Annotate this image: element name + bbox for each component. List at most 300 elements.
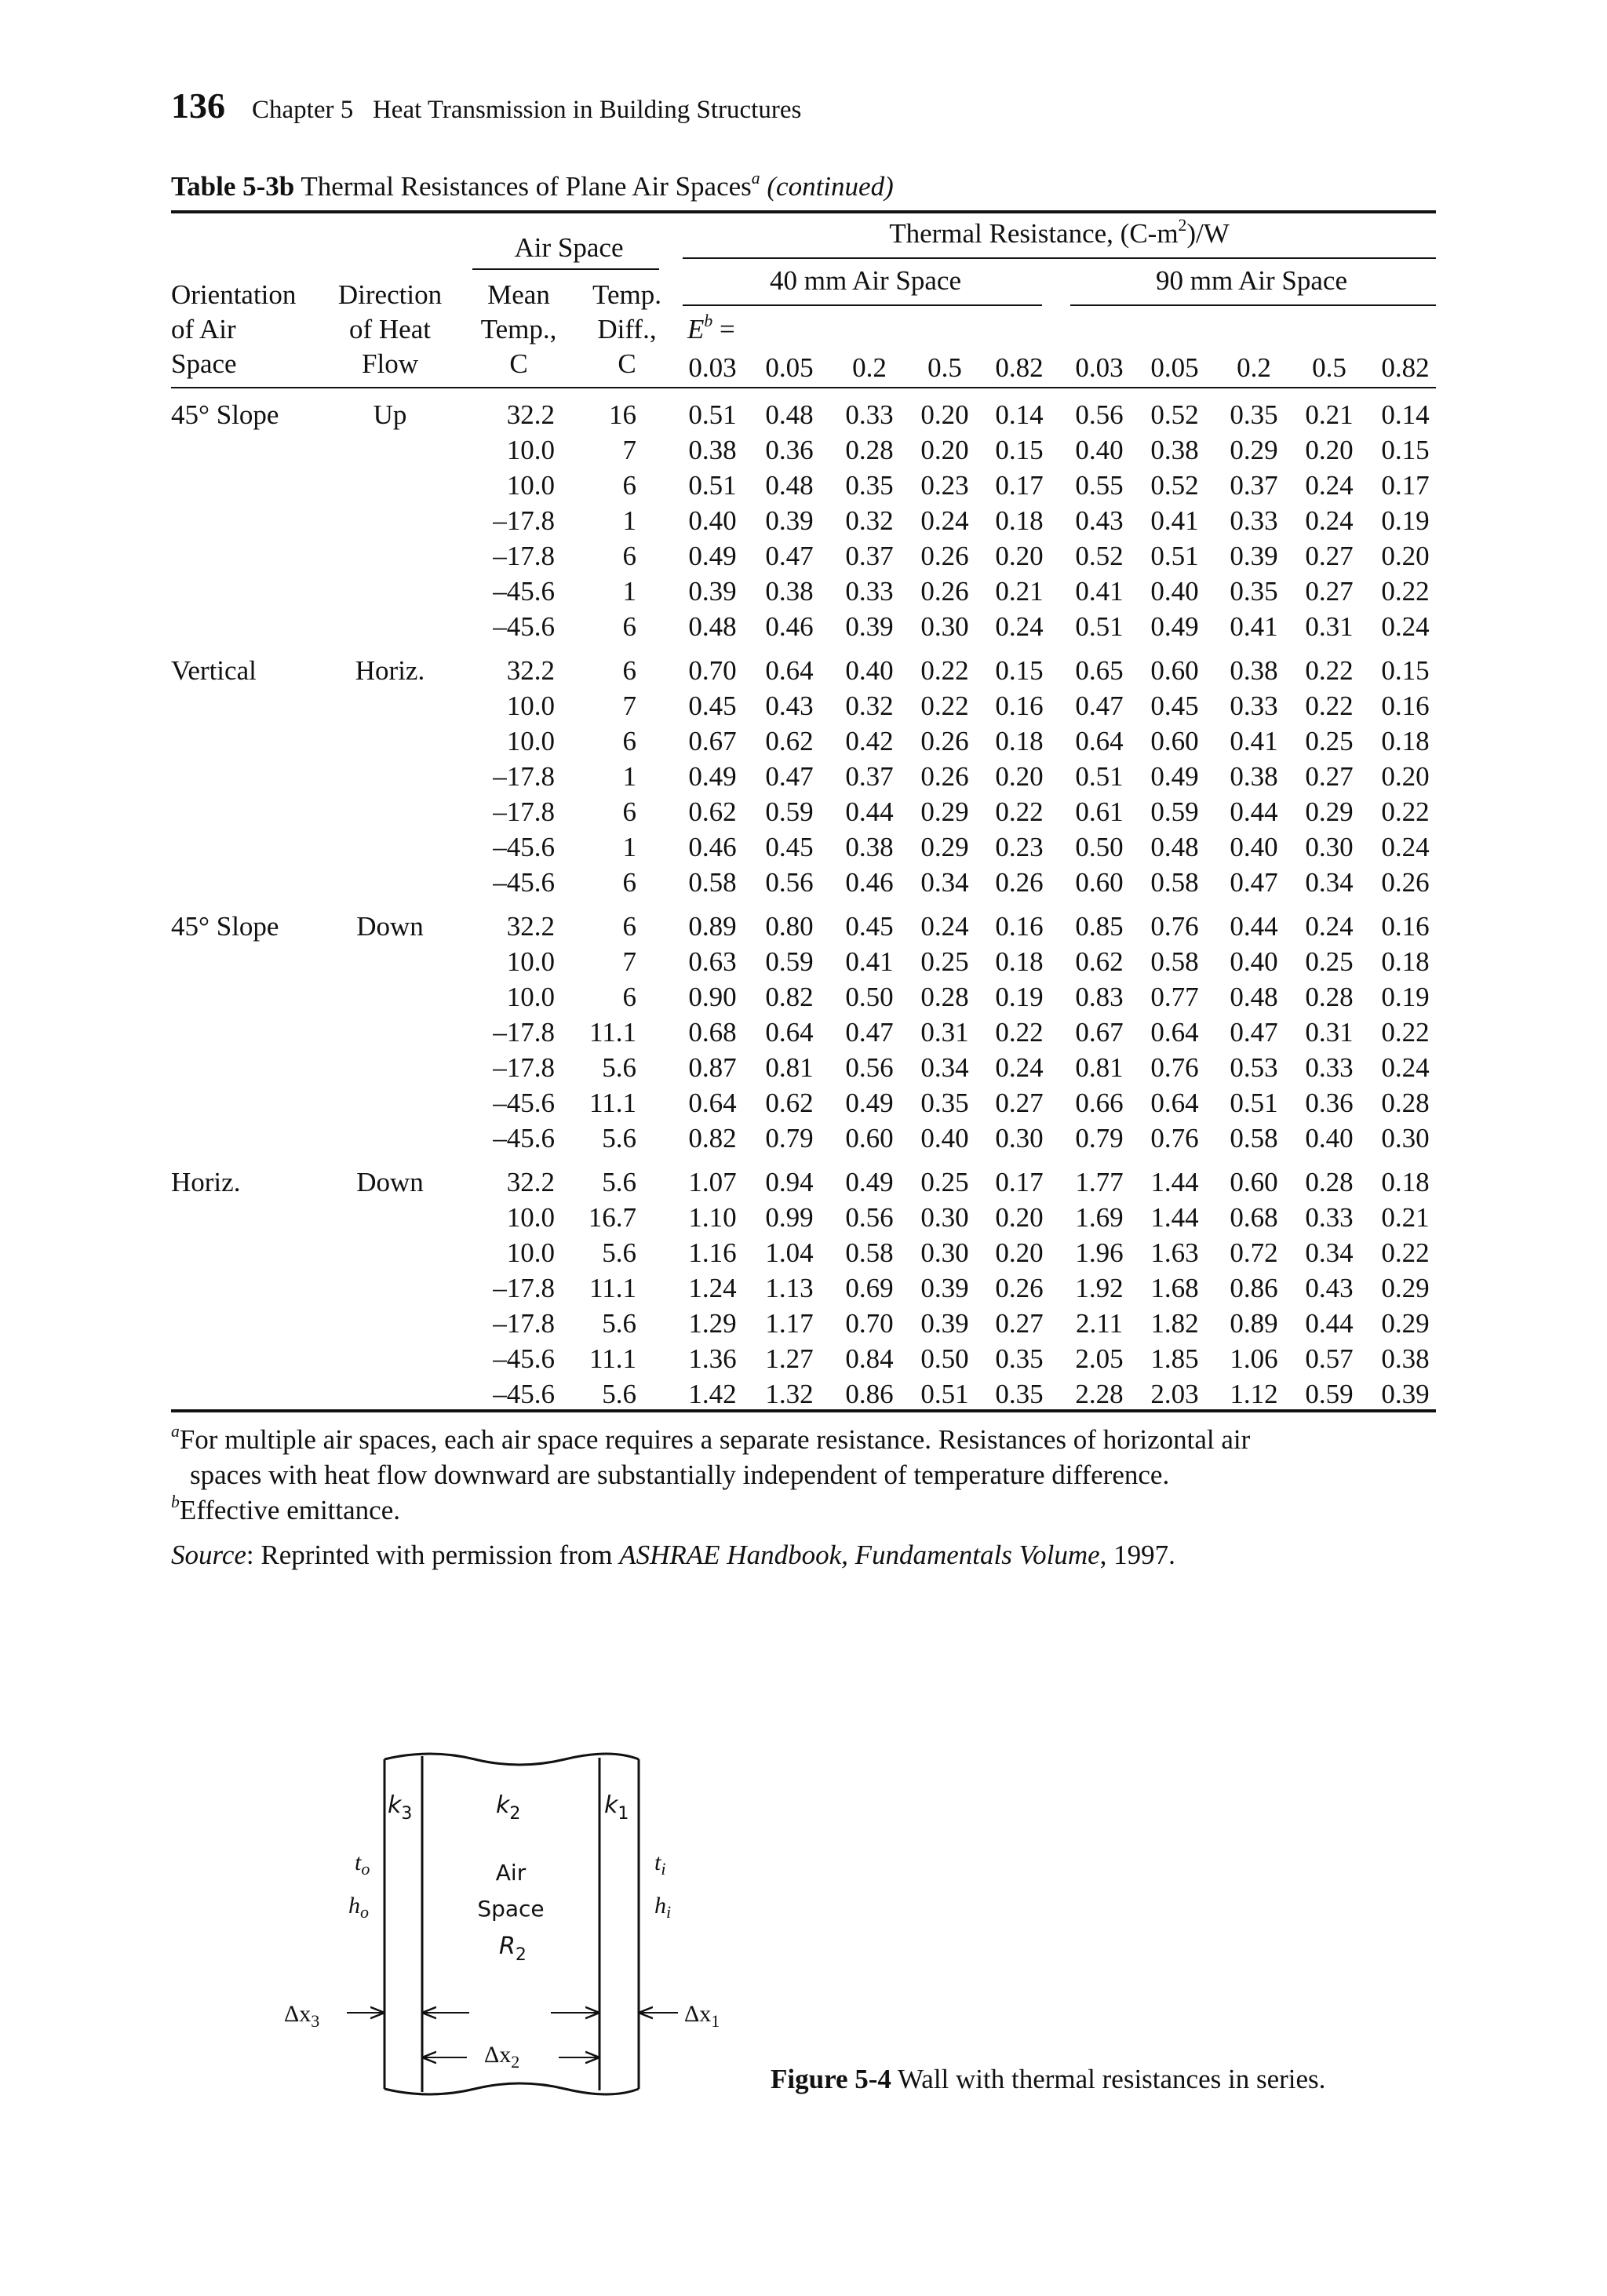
resistance-cell: 0.43 xyxy=(765,691,814,721)
resistance-cell: 0.32 xyxy=(845,505,894,536)
resistance-cell: 0.49 xyxy=(1150,611,1199,642)
mean-temp-cell: 10.0 xyxy=(506,982,555,1012)
footnote-b: $^b$Effective emittance. xyxy=(171,1492,400,1525)
footnote-a: $^a$For multiple air spaces, each air space requires a separate resistance. Resistances of horizontal air xyxy=(171,1421,1251,1455)
resistance-cell: 0.70 xyxy=(688,655,737,686)
resistance-cell: 0.22 xyxy=(995,796,1044,827)
resistance-cell: 0.35 xyxy=(920,1088,969,1118)
table-footnotes xyxy=(171,1422,1442,1573)
mean-temp-cell: –17.8 xyxy=(493,1017,555,1048)
direction-cell: Down xyxy=(356,911,424,942)
k2-label: $k_2$ xyxy=(496,1791,521,1824)
table-row xyxy=(0,397,1607,432)
resistance-cell: 0.48 xyxy=(1230,982,1278,1012)
table-row xyxy=(0,1341,1607,1376)
table-continued: (continued) xyxy=(767,171,894,202)
space-label: Space xyxy=(477,1896,545,1922)
resistance-cell: 0.64 xyxy=(1150,1088,1199,1118)
resistance-cell: 0.60 xyxy=(1230,1167,1278,1197)
resistance-cell: 0.14 xyxy=(995,399,1044,430)
resistance-cell: 0.29 xyxy=(1381,1273,1430,1303)
resistance-cell: 0.15 xyxy=(1381,435,1430,465)
mean-temp-cell: –45.6 xyxy=(493,1088,555,1118)
air-space-header: Air Space xyxy=(514,232,624,263)
resistance-cell: 1.82 xyxy=(1150,1308,1199,1339)
temp-diff-cell: 11.1 xyxy=(589,1088,636,1118)
mean-temp-cell: 32.2 xyxy=(506,399,555,430)
resistance-cell: 0.89 xyxy=(1230,1308,1278,1339)
table-row xyxy=(0,979,1607,1015)
resistance-cell: 1.10 xyxy=(688,1202,737,1233)
resistance-cell: 0.17 xyxy=(995,1167,1044,1197)
resistance-cell: 0.76 xyxy=(1150,1052,1199,1083)
temp-diff-cell: 6 xyxy=(622,796,636,827)
mean-temp-cell: 10.0 xyxy=(506,691,555,721)
resistance-cell: 0.55 xyxy=(1075,470,1124,501)
resistance-cell: 0.45 xyxy=(688,691,737,721)
resistance-cell: 0.19 xyxy=(995,982,1044,1012)
k3-label: $k_3$ xyxy=(388,1791,413,1824)
resistance-cell: 0.86 xyxy=(845,1379,894,1409)
resistance-cell: 0.30 xyxy=(1305,832,1354,862)
resistance-cell: 0.22 xyxy=(1381,576,1430,607)
resistance-cell: 0.43 xyxy=(1305,1273,1354,1303)
resistance-cell: 0.23 xyxy=(995,832,1044,862)
resistance-cell: 0.45 xyxy=(845,911,894,942)
mean-temp-cell: 10.0 xyxy=(506,946,555,977)
thermal-resistance-rule xyxy=(683,257,1436,259)
resistance-cell: 0.41 xyxy=(1075,576,1124,607)
resistance-cell: 0.20 xyxy=(1381,761,1430,792)
emittance-value: 0.05 xyxy=(1150,352,1199,383)
resistance-cell: 0.39 xyxy=(920,1308,969,1339)
resistance-cell: 0.59 xyxy=(765,796,814,827)
table-row xyxy=(0,1235,1607,1270)
wall-figure xyxy=(267,1742,769,2111)
temp-diff-cell: 5.6 xyxy=(602,1237,636,1268)
resistance-cell: 0.36 xyxy=(1305,1088,1354,1118)
resistance-cell: 0.31 xyxy=(920,1017,969,1048)
temp-diff-cell: 6 xyxy=(622,655,636,686)
table-row xyxy=(0,794,1607,829)
mean-temp-cell: 10.0 xyxy=(506,726,555,756)
resistance-cell: 0.28 xyxy=(845,435,894,465)
table-row xyxy=(0,468,1607,503)
resistance-cell: 0.99 xyxy=(765,1202,814,1233)
resistance-cell: 0.20 xyxy=(995,761,1044,792)
mean-temp-cell: 32.2 xyxy=(506,655,555,686)
resistance-cell: 0.38 xyxy=(845,832,894,862)
resistance-cell: 0.21 xyxy=(995,576,1044,607)
table-row xyxy=(0,1270,1607,1306)
resistance-cell: 0.45 xyxy=(765,832,814,862)
resistance-cell: 1.44 xyxy=(1150,1202,1199,1233)
mean-temp-cell: –45.6 xyxy=(493,576,555,607)
resistance-cell: 0.58 xyxy=(1230,1123,1278,1153)
resistance-cell: 0.60 xyxy=(1150,655,1199,686)
resistance-cell: 0.64 xyxy=(1150,1017,1199,1048)
temp-diff-cell: 6 xyxy=(622,470,636,501)
resistance-cell: 0.87 xyxy=(688,1052,737,1083)
resistance-cell: 0.33 xyxy=(1230,691,1278,721)
resistance-cell: 0.35 xyxy=(995,1343,1044,1374)
mean-temp-cell: 10.0 xyxy=(506,435,555,465)
resistance-cell: 0.26 xyxy=(920,726,969,756)
resistance-cell: 0.82 xyxy=(688,1123,737,1153)
resistance-cell: 1.29 xyxy=(688,1308,737,1339)
resistance-cell: 0.72 xyxy=(1230,1237,1278,1268)
resistance-cell: 0.24 xyxy=(920,911,969,942)
resistance-cell: 0.23 xyxy=(920,470,969,501)
resistance-cell: 0.16 xyxy=(995,911,1044,942)
header-bottom-rule xyxy=(171,387,1436,388)
resistance-cell: 0.60 xyxy=(1150,726,1199,756)
resistance-cell: 0.20 xyxy=(995,541,1044,571)
resistance-cell: 0.28 xyxy=(1305,982,1354,1012)
thermal-resistance-header: Thermal Resistance, $(C-m^2)/W$ xyxy=(889,215,1230,249)
temp-diff-cell: 1 xyxy=(622,505,636,536)
dx2-label: $\Delta x_2$ xyxy=(484,2042,520,2072)
resistance-cell: 0.26 xyxy=(1381,867,1430,898)
resistance-cell: 0.48 xyxy=(1150,832,1199,862)
temp-diff-cell: 6 xyxy=(622,982,636,1012)
resistance-cell: 0.62 xyxy=(765,726,814,756)
resistance-cell: 0.20 xyxy=(995,1237,1044,1268)
air-space-90mm-header: 90 mm Air Space xyxy=(1156,265,1347,296)
resistance-cell: 0.38 xyxy=(1230,655,1278,686)
resistance-cell: 0.33 xyxy=(1305,1202,1354,1233)
resistance-cell: 0.81 xyxy=(765,1052,814,1083)
resistance-cell: 0.15 xyxy=(1381,655,1430,686)
direction-cell: Up xyxy=(373,399,407,430)
resistance-cell: 0.58 xyxy=(1150,946,1199,977)
resistance-cell: 0.68 xyxy=(1230,1202,1278,1233)
resistance-cell: 0.48 xyxy=(765,470,814,501)
resistance-cell: 0.24 xyxy=(995,1052,1044,1083)
resistance-cell: 0.39 xyxy=(1230,541,1278,571)
mean-temp-cell: 10.0 xyxy=(506,1237,555,1268)
temp-diff-cell: 7 xyxy=(622,691,636,721)
resistance-cell: 0.28 xyxy=(1381,1088,1430,1118)
resistance-cell: 0.40 xyxy=(1230,946,1278,977)
table-row xyxy=(0,1200,1607,1235)
resistance-cell: 0.31 xyxy=(1305,1017,1354,1048)
mean-temp-cell: –45.6 xyxy=(493,611,555,642)
resistance-cell: 0.27 xyxy=(995,1308,1044,1339)
resistance-cell: 2.28 xyxy=(1075,1379,1124,1409)
resistance-cell: 0.18 xyxy=(995,505,1044,536)
temp-diff-cell: 5.6 xyxy=(602,1308,636,1339)
resistance-cell: 0.68 xyxy=(688,1017,737,1048)
resistance-cell: 0.63 xyxy=(688,946,737,977)
resistance-cell: 0.40 xyxy=(1305,1123,1354,1153)
resistance-cell: 0.18 xyxy=(1381,946,1430,977)
resistance-cell: 0.49 xyxy=(1150,761,1199,792)
resistance-cell: 0.24 xyxy=(1305,505,1354,536)
mean-temp-cell: –17.8 xyxy=(493,1052,555,1083)
temp-diff-cell: 7 xyxy=(622,946,636,977)
resistance-cell: 0.25 xyxy=(920,1167,969,1197)
resistance-cell: 0.34 xyxy=(1305,867,1354,898)
mean-temp-header: Mean Temp., C xyxy=(480,279,557,379)
resistance-cell: 1.04 xyxy=(765,1237,814,1268)
resistance-cell: 0.24 xyxy=(920,505,969,536)
table-row xyxy=(0,609,1607,644)
resistance-cell: 0.79 xyxy=(765,1123,814,1153)
resistance-cell: 0.67 xyxy=(1075,1017,1124,1048)
running-title: Chapter 5 Heat Transmission in Building Structures xyxy=(252,96,802,124)
table-row xyxy=(0,1015,1607,1050)
resistance-cell: 0.84 xyxy=(845,1343,894,1374)
resistance-cell: 0.22 xyxy=(1381,1237,1430,1268)
source-note: Source: Reprinted with permission from ASHRAE Handbook, Fundamentals Volume, 1997. xyxy=(171,1540,1175,1570)
resistance-cell: 0.20 xyxy=(920,435,969,465)
table-row xyxy=(0,1050,1607,1085)
resistance-cell: 1.17 xyxy=(765,1308,814,1339)
resistance-cell: 0.69 xyxy=(845,1273,894,1303)
resistance-cell: 1.92 xyxy=(1075,1273,1124,1303)
table-row xyxy=(0,944,1607,979)
resistance-cell: 0.39 xyxy=(688,576,737,607)
resistance-cell: 0.41 xyxy=(1150,505,1199,536)
resistance-cell: 0.27 xyxy=(1305,541,1354,571)
resistance-cell: 1.07 xyxy=(688,1167,737,1197)
hi-label: $h_i$ xyxy=(654,1893,672,1922)
resistance-cell: 0.26 xyxy=(920,576,969,607)
resistance-cell: 0.41 xyxy=(845,946,894,977)
temp-diff-cell: 5.6 xyxy=(602,1379,636,1409)
resistance-cell: 0.21 xyxy=(1305,399,1354,430)
table-row xyxy=(0,432,1607,468)
table-title-footnote-mark: a xyxy=(751,168,760,188)
resistance-cell: 2.11 xyxy=(1076,1308,1123,1339)
mean-temp-cell: –17.8 xyxy=(493,505,555,536)
resistance-cell: 0.22 xyxy=(1381,796,1430,827)
table-top-rule xyxy=(171,210,1436,213)
resistance-cell: 0.46 xyxy=(845,867,894,898)
resistance-cell: 0.41 xyxy=(1230,726,1278,756)
resistance-cell: 0.51 xyxy=(688,399,737,430)
table-row xyxy=(0,538,1607,574)
resistance-cell: 0.52 xyxy=(1075,541,1124,571)
table-row xyxy=(0,1306,1607,1341)
resistance-cell: 0.18 xyxy=(995,726,1044,756)
temp-diff-cell: 16.7 xyxy=(588,1202,636,1233)
resistance-cell: 0.56 xyxy=(1075,399,1124,430)
resistance-cell: 0.57 xyxy=(1305,1343,1354,1374)
temp-diff-cell: 6 xyxy=(622,726,636,756)
emittance-value: 0.05 xyxy=(765,352,814,383)
resistance-cell: 0.33 xyxy=(1305,1052,1354,1083)
temp-diff-cell: 7 xyxy=(622,435,636,465)
resistance-cell: 0.44 xyxy=(1230,796,1278,827)
table-row xyxy=(0,1164,1607,1200)
resistance-cell: 0.34 xyxy=(1305,1237,1354,1268)
resistance-cell: 0.33 xyxy=(1230,505,1278,536)
r2-label: $R_2$ xyxy=(499,1933,527,1965)
resistance-cell: 0.38 xyxy=(1381,1343,1430,1374)
temp-diff-cell: 5.6 xyxy=(602,1123,636,1153)
resistance-cell: 0.22 xyxy=(920,655,969,686)
mean-temp-cell: –45.6 xyxy=(493,1123,555,1153)
resistance-cell: 0.33 xyxy=(845,399,894,430)
temp-diff-cell: 1 xyxy=(622,761,636,792)
page-header xyxy=(171,85,801,126)
resistance-cell: 1.12 xyxy=(1230,1379,1278,1409)
resistance-cell: 0.48 xyxy=(688,611,737,642)
resistance-cell: 0.30 xyxy=(1381,1123,1430,1153)
resistance-cell: 0.45 xyxy=(1150,691,1199,721)
resistance-cell: 0.51 xyxy=(1075,761,1124,792)
resistance-cell: 0.49 xyxy=(688,761,737,792)
resistance-cell: 0.33 xyxy=(845,576,894,607)
temp-diff-cell: 5.6 xyxy=(602,1167,636,1197)
resistance-cell: 1.96 xyxy=(1075,1237,1124,1268)
resistance-cell: 0.38 xyxy=(688,435,737,465)
resistance-cell: 0.24 xyxy=(1305,470,1354,501)
resistance-cell: 0.85 xyxy=(1075,911,1124,942)
temp-diff-header: Temp. Diff., C xyxy=(592,279,661,379)
resistance-cell: 0.24 xyxy=(1381,611,1430,642)
resistance-cell: 0.26 xyxy=(920,761,969,792)
table-row xyxy=(0,1376,1607,1412)
ti-label: $t_i$ xyxy=(654,1850,666,1879)
resistance-cell: 0.46 xyxy=(765,611,814,642)
resistance-cell: 0.29 xyxy=(1305,796,1354,827)
resistance-cell: 0.70 xyxy=(845,1308,894,1339)
resistance-cell: 0.62 xyxy=(765,1088,814,1118)
resistance-cell: 0.34 xyxy=(920,1052,969,1083)
footnote-a-continued: spaces with heat flow downward are substantially independent of temperature difference. xyxy=(190,1460,1170,1490)
resistance-cell: 0.86 xyxy=(1230,1273,1278,1303)
table-row xyxy=(0,503,1607,538)
figure-label: Figure 5-4 xyxy=(771,2064,891,2094)
resistance-cell: 0.20 xyxy=(1305,435,1354,465)
air-label: Air xyxy=(495,1860,527,1886)
mean-temp-cell: –17.8 xyxy=(493,1308,555,1339)
emittance-value: 0.5 xyxy=(1312,352,1346,383)
resistance-cell: 0.80 xyxy=(765,911,814,942)
resistance-cell: 0.47 xyxy=(765,541,814,571)
resistance-cell: 0.18 xyxy=(995,946,1044,977)
resistance-cell: 0.25 xyxy=(1305,726,1354,756)
temp-diff-cell: 11.1 xyxy=(589,1273,636,1303)
table-row xyxy=(0,909,1607,944)
resistance-cell: 0.27 xyxy=(995,1088,1044,1118)
resistance-cell: 0.35 xyxy=(1230,399,1278,430)
orientation-cell: Vertical xyxy=(171,655,257,686)
resistance-cell: 0.29 xyxy=(920,832,969,862)
resistance-cell: 0.67 xyxy=(688,726,737,756)
resistance-cell: 0.76 xyxy=(1150,911,1199,942)
resistance-cell: 0.30 xyxy=(995,1123,1044,1153)
resistance-cell: 1.63 xyxy=(1150,1237,1199,1268)
resistance-cell: 0.60 xyxy=(1075,867,1124,898)
resistance-cell: 0.28 xyxy=(1305,1167,1354,1197)
resistance-cell: 0.37 xyxy=(1230,470,1278,501)
emittance-value: 0.03 xyxy=(688,352,737,383)
resistance-cell: 0.49 xyxy=(688,541,737,571)
mean-temp-cell: –17.8 xyxy=(493,541,555,571)
direction-cell: Down xyxy=(356,1167,424,1197)
resistance-cell: 1.68 xyxy=(1150,1273,1199,1303)
resistance-cell: 0.40 xyxy=(1075,435,1124,465)
resistance-cell: 0.35 xyxy=(845,470,894,501)
resistance-cell: 0.16 xyxy=(1381,691,1430,721)
temp-diff-cell: 6 xyxy=(622,911,636,942)
emittance-value: 0.2 xyxy=(852,352,887,383)
resistance-cell: 0.39 xyxy=(845,611,894,642)
mean-temp-cell: –45.6 xyxy=(493,1379,555,1409)
resistance-cell: 1.85 xyxy=(1150,1343,1199,1374)
dx3-label: $\Delta x_3$ xyxy=(284,2001,320,2031)
resistance-cell: 1.13 xyxy=(765,1273,814,1303)
dx1-label: $\Delta x_1$ xyxy=(684,2001,720,2031)
resistance-cell: 0.65 xyxy=(1075,655,1124,686)
resistance-cell: 0.20 xyxy=(1381,541,1430,571)
temp-diff-cell: 5.6 xyxy=(602,1052,636,1083)
resistance-cell: 0.41 xyxy=(1230,611,1278,642)
resistance-cell: 0.83 xyxy=(1075,982,1124,1012)
resistance-cell: 0.52 xyxy=(1150,470,1199,501)
mean-temp-cell: 10.0 xyxy=(506,470,555,501)
resistance-cell: 0.27 xyxy=(1305,761,1354,792)
k1-label: $k_1$ xyxy=(604,1791,629,1824)
resistance-cell: 0.81 xyxy=(1075,1052,1124,1083)
resistance-cell: 0.38 xyxy=(1230,761,1278,792)
resistance-cell: 0.47 xyxy=(765,761,814,792)
resistance-cell: 0.26 xyxy=(995,867,1044,898)
resistance-cell: 0.64 xyxy=(688,1088,737,1118)
mean-temp-cell: 32.2 xyxy=(506,911,555,942)
resistance-cell: 0.39 xyxy=(920,1273,969,1303)
resistance-cell: 2.03 xyxy=(1150,1379,1199,1409)
temp-diff-cell: 11.1 xyxy=(589,1343,636,1374)
temp-diff-cell: 11.1 xyxy=(589,1017,636,1048)
resistance-cell: 0.51 xyxy=(920,1379,969,1409)
direction-header: Direction of Heat Flow xyxy=(337,279,443,379)
resistance-cell: 0.47 xyxy=(1230,1017,1278,1048)
resistance-cell: 0.44 xyxy=(1230,911,1278,942)
resistance-cell: 0.14 xyxy=(1381,399,1430,430)
resistance-cell: 0.40 xyxy=(1230,832,1278,862)
resistance-cell: 0.26 xyxy=(920,541,969,571)
resistance-cell: 1.06 xyxy=(1230,1343,1278,1374)
resistance-cell: 0.48 xyxy=(765,399,814,430)
resistance-cell: 0.19 xyxy=(1381,982,1430,1012)
resistance-cell: 0.50 xyxy=(1075,832,1124,862)
emittance-header-row xyxy=(0,350,1607,385)
resistance-cell: 0.39 xyxy=(765,505,814,536)
resistance-cell: 0.58 xyxy=(845,1237,894,1268)
resistance-cell: 0.60 xyxy=(845,1123,894,1153)
table-row xyxy=(0,865,1607,900)
mean-temp-cell: –17.8 xyxy=(493,1273,555,1303)
resistance-cell: 0.24 xyxy=(1381,832,1430,862)
resistance-cell: 0.24 xyxy=(1381,1052,1430,1083)
resistance-cell: 0.30 xyxy=(920,1202,969,1233)
resistance-cell: 0.30 xyxy=(920,1237,969,1268)
resistance-cell: 0.22 xyxy=(995,1017,1044,1048)
resistance-cell: 0.79 xyxy=(1075,1123,1124,1153)
resistance-cell: 0.82 xyxy=(765,982,814,1012)
resistance-cell: 0.51 xyxy=(688,470,737,501)
resistance-cell: 0.30 xyxy=(920,611,969,642)
resistance-cell: 0.56 xyxy=(765,867,814,898)
resistance-cell: 0.19 xyxy=(1381,505,1430,536)
resistance-cell: 0.31 xyxy=(1305,611,1354,642)
resistance-cell: 0.32 xyxy=(845,691,894,721)
